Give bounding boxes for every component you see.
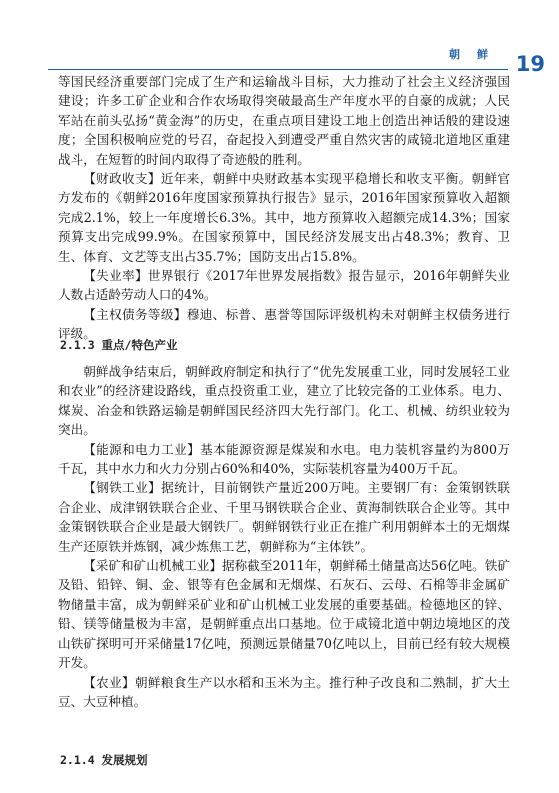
body-text-top xyxy=(58,72,510,344)
term-label: 【主权债务等级】 xyxy=(83,306,187,322)
paragraph-fiscal: 【财政收支】近年来，朝鲜中央财政基本实现平稳增长和收支平衡。朝鲜官方发布的《朝鲜2016年度国家预算执行报告》显示，2016年国家预算收入超额完成2.1%，较上一年度增长6.3%。其中，地方预算收入超额完成14.3%；国家预算支出完成99.9%。在国家预算中，国民经济发展支出占48.3%；教育、卫生、体育、文艺等支出占35.7%；国防支出占15.8%。 xyxy=(58,171,511,264)
paragraph-debt-rating: 【主权债务等级】穆迪、标普、惠誉等国际评级机构未对朝鲜主权债务进行评级。 xyxy=(58,306,511,342)
term-label: 【钢铁工业】 xyxy=(83,480,162,496)
term-label: 【农业】 xyxy=(83,674,135,690)
term-label: 【采矿和矿山机械工业】 xyxy=(83,558,223,574)
term-label: 【财政收支】 xyxy=(83,171,161,187)
paragraph-energy: 【能源和电力工业】基本能源资源是煤炭和水电。电力装机容量约为800万千瓦，其中水力和火力分别占60%和40%，实际装机容量为400万千瓦。 xyxy=(58,441,510,477)
body-text-mid xyxy=(58,362,510,711)
term-label: 【失业率】 xyxy=(83,268,148,284)
term-label: 【能源和电力工业】 xyxy=(83,441,201,457)
paragraph-mining: 【采矿和矿山机械工业】据称截至2011年，朝鲜稀土储量高达56亿吨。铁矿及铅、铅锌、铜、金、银等有色金属和无烟煤、石灰石、云母、石棉等非金属矿物储量丰富，成为朝鲜采矿业和矿山机械工业发展的重要基础。检德地区的锌、铅、镁等储量极为丰富，是朝鲜重点出口基地。位于咸镜北道中朝边境地区的茂山铁矿探明可开采储量17亿吨，预测远景储量70亿吨以上，目前已经有较大规模开发。 xyxy=(58,558,510,671)
header-rule xyxy=(48,69,508,70)
paragraph-steel: 【钢铁工业】据统计，目前钢铁产量近200万吨。主要钢厂有：金策钢铁联合企业、成津钢铁联合企业、千里马钢铁联合企业、黄海制铁联合企业等。其中金策钢铁联合企业是最大钢铁厂。朝鲜钢铁行业正在推广利用朝鲜本土的无烟煤生产还原铁并炼钢，减少炼焦工艺，朝鲜称为“主体铁”。 xyxy=(58,480,511,554)
paragraph-unemployment: 【失业率】世界银行《2017年世界发展指数》报告显示，2016年朝鲜失业人数占适龄劳动人口的4%。 xyxy=(58,268,511,303)
paragraph: 等国民经济重要部门完成了生产和运输战斗目标，大力推动了社会主义经济强国建设；许多工矿企业和合作农场取得突破最高生产年度水平的自豪的成就；人民军站在前头弘扬“黄金海”的历史，在重点项目建设工地上创造出神话般的建设速度；全国积极响应党的号召，奋起投入到遭受严重自然灾害的咸镜北道地区重建战斗，在短暂的时间内取得了奇迹般的胜利。 xyxy=(58,74,510,167)
section-heading: 2.1.4 发展规划 xyxy=(60,753,148,767)
section-heading: 2.1.3 重点/特色产业 xyxy=(60,338,178,352)
running-header-label: 朝 鲜 xyxy=(449,48,491,61)
paragraph-industry-overview: 朝鲜战争结束后，朝鲜政府制定和执行了“优先发展重工业，同时发展轻工业和农业”的经济建设路线，重点投资重工业，建立了比较完备的工业体系。电力、煤炭、冶金和铁路运输是朝鲜国民经济四大先行部门。化工、机械、纺织业较为突出。 xyxy=(58,364,510,438)
paragraph-agriculture: 【农业】朝鲜粮食生产以水稻和玉米为主。推行种子改良和二熟制，扩大土豆、大豆种植。 xyxy=(58,674,511,709)
page-number: 19 xyxy=(515,52,545,76)
